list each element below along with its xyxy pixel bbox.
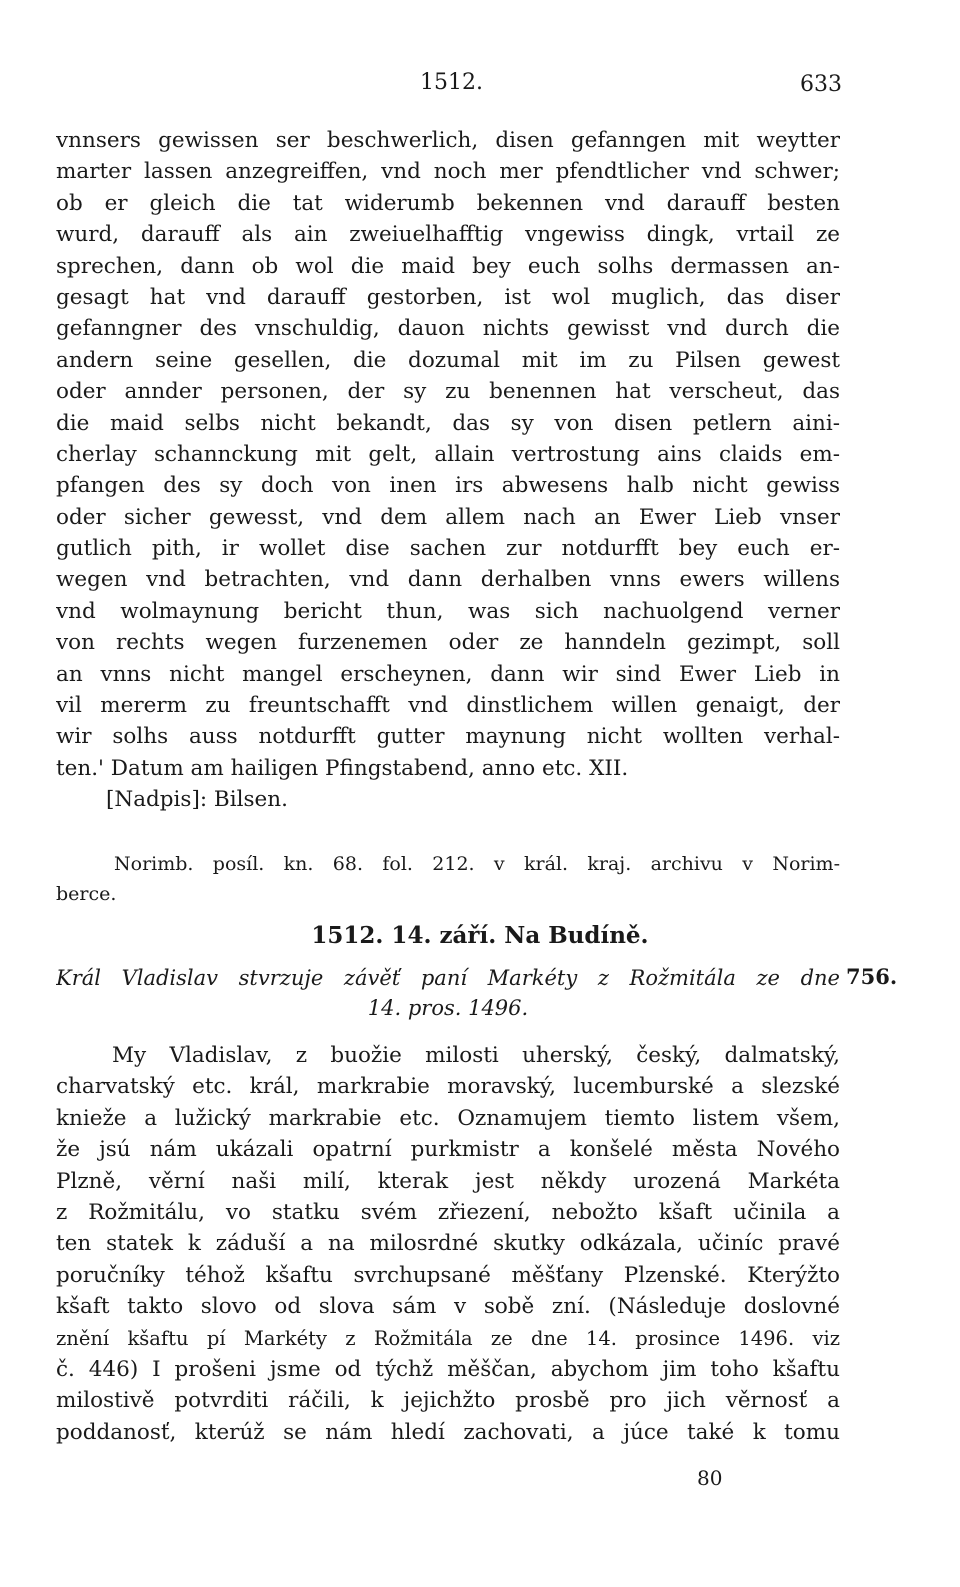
text-line: vnnsers gewissen ser beschwerlich, disen gefanngen mit weytter [56, 128, 840, 153]
text-line: vnd wolmaynung bericht thun, was sich nachuolgend verner [56, 598, 840, 624]
text-line: poddanosť, kterúž se nám hledí zachovati, a júce také k tomu [56, 1419, 840, 1445]
running-header-year: 1512. [420, 70, 483, 95]
text-line: milostivě potvrditi ráčili, k jejichžto prosbě pro jich věrnosť a [56, 1388, 840, 1414]
text-line: poručníky téhož kšaftu svrchupsané měšťany Plzenské. Kterýžto [56, 1262, 840, 1288]
text-line: cherlay schannckung mit gelt, allain vertrostung ains claids em- [56, 441, 840, 467]
regest-summary [56, 963, 840, 1023]
text-line: ob er gleich die tat widerumb bekennen vnd darauff besten [56, 190, 840, 216]
address-line: [Nadpis]: Bilsen. [106, 787, 288, 813]
text-line: pfangen des sy doch von inen irs abwesens halb nicht gewiss [56, 473, 840, 499]
document-heading: 1512. 14. září. Na Budíně. [311, 922, 649, 949]
text-line: gefanngner des vnschuldig, dauon nichts gewisst vnd durch die [56, 316, 840, 342]
letter-text [56, 125, 840, 816]
text-line: wegen vnd betrachten, vnd dann derhalben vnns ewers willens [56, 567, 840, 593]
text-line: marter lassen anzegreiffen, vnd noch mer pfendtlicher vnd schwer; [56, 159, 840, 185]
folio-signature: 80 [697, 1466, 723, 1490]
text-line: wurd, darauff als ain zweiuelhafftig vngewiss dingk, vrtail ze [56, 222, 840, 248]
summary-line: Král Vladislav stvrzuje závěť paní Markéty z Rožmitála ze dne [56, 966, 840, 990]
text-line: an vnns nicht mangel erscheynen, dann wir sind Ewer Lieb in [56, 661, 840, 687]
text-line: sprechen, dann ob wol die maid bey euch solhs dermassen an- [56, 253, 840, 279]
text-line: kšaft takto slovo od slova sám v sobě zní. (Následuje doslovné [56, 1294, 840, 1320]
source-note [56, 849, 840, 909]
text-line: oder annder personen, der sy zu benennen hat verscheut, das [56, 379, 840, 405]
text-line: že jsú nám ukázali opatrní purkmistr a konšelé města Nového [56, 1137, 840, 1163]
source-line: Norimb. posíl. kn. 68. fol. 212. v král. kraj. archivu v Norim- [114, 853, 840, 875]
text-line: die maid selbs nicht bekandt, das sy von disen petlern aini- [56, 410, 840, 436]
source-line: berce. [56, 883, 117, 905]
text-line: andern seine gesellen, die dozumal mit im zu Pilsen gewest [56, 347, 840, 373]
text-line: gesagt hat vnd darauff gestorben, ist wol muglich, das diser [56, 284, 840, 310]
text-line: charvatský etc. král, markrabie moravský, lucemburské a slezské [56, 1074, 840, 1100]
text-line: znění kšaftu pí Markéty z Rožmitála ze dne 14. prosince 1496. viz [56, 1326, 840, 1350]
text-line: My Vladislav, z buožie milosti uherský, český, dalmatský, [112, 1043, 840, 1068]
text-line: vil mererm zu freuntschafft vnd dinstlichem willen genaigt, der [56, 693, 840, 719]
text-line: z Rožmitálu, vo statku svém zřiezení, nebožto kšaft učinila a [56, 1199, 840, 1225]
text-line: oder sicher gewesst, vnd dem allem nach an Ewer Lieb vnser [56, 504, 840, 530]
text-line: knieže a lužický markrabie etc. Oznamujem tiemto listem všem, [56, 1105, 840, 1131]
charter-text [56, 1040, 840, 1448]
text-line: Plzně, věrní naši milí, kterak jest někdy urozená Markéta [56, 1168, 840, 1194]
text-line: von rechts wegen furzenemen oder ze hanndeln gezimpt, soll [56, 630, 840, 656]
text-line: č. 446) I prošeni jsme od týchž měščan, abychom jim toho kšaftu [56, 1356, 840, 1382]
text-line: ten.' Datum am hailigen Pfingstabend, anno etc. XII. [56, 755, 629, 781]
text-line: wir solhs auss notdurfft gutter maynung nicht wollten verhal- [56, 724, 840, 750]
document-number: 756. [846, 964, 898, 989]
summary-line: 14. pros. 1496. [367, 996, 529, 1020]
page-number: 633 [800, 72, 842, 97]
text-line: ten statek k záduší a na milosrdné skutky odkázala, učiníc pravé [56, 1231, 840, 1257]
text-line: gutlich pith, ir wollet dise sachen zur notdurfft bey euch er- [56, 536, 840, 562]
